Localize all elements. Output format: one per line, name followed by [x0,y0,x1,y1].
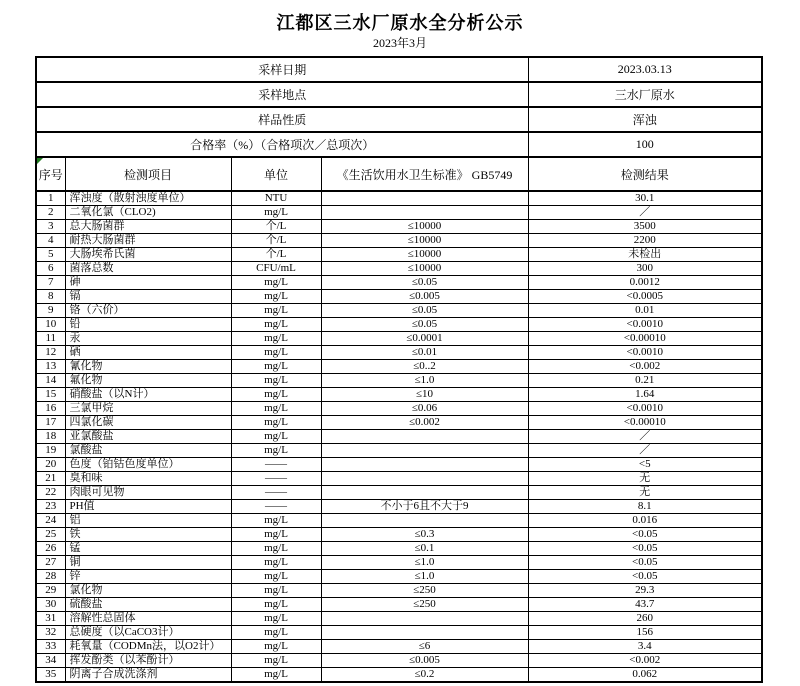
item-name: 铝 [65,514,231,528]
table-row [36,206,762,220]
result-value: ／ [528,430,762,444]
unit: mg/L [231,654,321,668]
unit: 个/L [231,220,321,234]
item-name: 菌落总数 [65,262,231,276]
result-value: 30.1 [528,191,762,206]
table-row [36,570,762,584]
item-name: 四氯化碳 [65,416,231,430]
row-number: 8 [36,290,65,304]
result-value: 1.64 [528,388,762,402]
info-row-sampling-site [36,82,762,107]
table-row [36,191,762,206]
unit: mg/L [231,556,321,570]
result-value: 无 [528,486,762,500]
table-row [36,304,762,318]
row-number: 30 [36,598,65,612]
analysis-table [35,56,763,683]
standard-limit: ≤250 [321,598,528,612]
standard-limit: ≤0.005 [321,290,528,304]
standard-limit: ≤1.0 [321,556,528,570]
result-value: 0.01 [528,304,762,318]
item-name: 氯化物 [65,584,231,598]
result-value: <0.0010 [528,402,762,416]
row-number: 35 [36,668,65,683]
standard-limit: ≤0.2 [321,668,528,683]
item-name: 锰 [65,542,231,556]
standard-limit: ≤10000 [321,248,528,262]
item-name: 肉眼可见物 [65,486,231,500]
unit: mg/L [231,346,321,360]
standard-limit [321,626,528,640]
table-row [36,248,762,262]
standard-limit [321,444,528,458]
standard-limit: ≤0.05 [321,304,528,318]
result-value: 156 [528,626,762,640]
table-row [36,402,762,416]
table-row [36,416,762,430]
item-name: 氰化物 [65,360,231,374]
table-row [36,486,762,500]
unit: NTU [231,191,321,206]
unit: mg/L [231,402,321,416]
table-row [36,318,762,332]
item-name: 砷 [65,276,231,290]
standard-limit: ≤250 [321,584,528,598]
row-number: 3 [36,220,65,234]
info-label: 合格率（%）（合格项次／总项次） [36,132,528,157]
standard-limit: 不小于6且不大于9 [321,500,528,514]
item-name: PH值 [65,500,231,514]
header-standard: 《生活饮用水卫生标准》 GB5749 [321,157,528,191]
table-row [36,444,762,458]
standard-limit [321,486,528,500]
item-name: 臭和味 [65,472,231,486]
result-value: 无 [528,472,762,486]
result-value: <0.00010 [528,416,762,430]
row-number: 29 [36,584,65,598]
row-number: 4 [36,234,65,248]
result-value: <0.00010 [528,332,762,346]
result-value: 3500 [528,220,762,234]
standard-limit: ≤0.01 [321,346,528,360]
info-value: 100 [528,132,762,157]
row-number: 22 [36,486,65,500]
item-name: 大肠埃希氏菌 [65,248,231,262]
row-number: 9 [36,304,65,318]
standard-limit: ≤0.3 [321,528,528,542]
row-number: 21 [36,472,65,486]
info-label: 采样日期 [36,57,528,82]
unit: mg/L [231,374,321,388]
unit: mg/L [231,416,321,430]
item-name: 锌 [65,570,231,584]
standard-limit: ≤0.002 [321,416,528,430]
unit: mg/L [231,640,321,654]
unit: mg/L [231,514,321,528]
row-number: 10 [36,318,65,332]
unit: mg/L [231,612,321,626]
result-value: ／ [528,444,762,458]
table-row [36,276,762,290]
page-subtitle: 2023年3月 [372,36,427,50]
result-value: <0.0010 [528,318,762,332]
standard-limit [321,430,528,444]
unit: mg/L [231,360,321,374]
item-name: 氯酸盐 [65,444,231,458]
info-value: 2023.03.13 [528,57,762,82]
table-row [36,500,762,514]
result-value: <0.05 [528,528,762,542]
unit: —— [231,472,321,486]
page-title: 江都区三水厂原水全分析公示 [276,13,524,33]
row-number: 17 [36,416,65,430]
table-row [36,528,762,542]
unit: mg/L [231,304,321,318]
unit: mg/L [231,598,321,612]
standard-limit: ≤10000 [321,262,528,276]
result-value: 8.1 [528,500,762,514]
unit: 个/L [231,234,321,248]
item-name: 二氧化氯（CLO2) [65,206,231,220]
table-row [36,612,762,626]
row-number: 12 [36,346,65,360]
item-name: 浑浊度（散射浊度单位） [65,191,231,206]
standard-limit: ≤0.05 [321,318,528,332]
results-table-body [36,191,762,682]
row-number: 5 [36,248,65,262]
header-no-label: 序号 [38,167,63,182]
unit: mg/L [231,528,321,542]
result-value: 260 [528,612,762,626]
standard-limit: ≤0.05 [321,276,528,290]
row-number: 15 [36,388,65,402]
result-value: 2200 [528,234,762,248]
excel-error-marker-icon [37,158,43,164]
table-row [36,332,762,346]
result-value: <0.002 [528,360,762,374]
unit: mg/L [231,444,321,458]
unit: mg/L [231,626,321,640]
info-value: 浑浊 [528,107,762,132]
result-value: 43.7 [528,598,762,612]
row-number: 27 [36,556,65,570]
standard-limit: ≤1.0 [321,570,528,584]
result-value: <5 [528,458,762,472]
standard-limit [321,472,528,486]
standard-limit [321,612,528,626]
info-label: 采样地点 [36,82,528,107]
item-name: 挥发酚类（以苯酚计） [65,654,231,668]
result-value: 0.062 [528,668,762,683]
item-name: 三氯甲烷 [65,402,231,416]
standard-limit [321,206,528,220]
standard-limit [321,458,528,472]
unit: mg/L [231,290,321,304]
header-no [36,157,65,191]
header-unit: 单位 [231,157,321,191]
info-label: 样品性质 [36,107,528,132]
info-row-pass-rate [36,132,762,157]
unit: mg/L [231,388,321,402]
table-row [36,542,762,556]
info-row-sampling-date [36,57,762,82]
unit: —— [231,486,321,500]
standard-limit: ≤0.06 [321,402,528,416]
table-row [36,220,762,234]
item-name: 氟化物 [65,374,231,388]
unit: —— [231,458,321,472]
item-name: 铅 [65,318,231,332]
row-number: 7 [36,276,65,290]
item-name: 耐热大肠菌群 [65,234,231,248]
table-row [36,626,762,640]
result-value: <0.05 [528,542,762,556]
info-row-sample-nature [36,107,762,132]
standard-limit: ≤10000 [321,220,528,234]
row-number: 14 [36,374,65,388]
info-value: 三水厂原水 [528,82,762,107]
standard-limit [321,514,528,528]
result-value: 300 [528,262,762,276]
result-value: <0.05 [528,556,762,570]
result-value: 3.4 [528,640,762,654]
result-value: <0.05 [528,570,762,584]
table-row [36,556,762,570]
table-row [36,360,762,374]
result-value: 0.0012 [528,276,762,290]
table-row [36,458,762,472]
row-number: 19 [36,444,65,458]
row-number: 32 [36,626,65,640]
table-row [36,388,762,402]
result-value: <0.0010 [528,346,762,360]
item-name: 亚氯酸盐 [65,430,231,444]
table-row [36,584,762,598]
item-name: 色度（铂钴色度单位） [65,458,231,472]
result-value: 0.016 [528,514,762,528]
item-name: 总大肠菌群 [65,220,231,234]
unit: mg/L [231,276,321,290]
result-value: 0.21 [528,374,762,388]
item-name: 铜 [65,556,231,570]
row-number: 11 [36,332,65,346]
unit: mg/L [231,668,321,683]
info-section [36,57,762,191]
standard-limit: ≤0.1 [321,542,528,556]
row-number: 16 [36,402,65,416]
item-name: 总硬度（以CaCO3计） [65,626,231,640]
row-number: 6 [36,262,65,276]
result-value: <0.0005 [528,290,762,304]
item-name: 阴离子合成洗涤剂 [65,668,231,683]
table-row [36,640,762,654]
standard-limit: ≤0.005 [321,654,528,668]
item-name: 镉 [65,290,231,304]
item-name: 硒 [65,346,231,360]
row-number: 33 [36,640,65,654]
table-row [36,598,762,612]
standard-limit: ≤6 [321,640,528,654]
row-number: 23 [36,500,65,514]
row-number: 24 [36,514,65,528]
table-row [36,668,762,683]
header-item: 检测项目 [65,157,231,191]
column-header-row [36,157,762,191]
table-row [36,654,762,668]
item-name: 汞 [65,332,231,346]
table-row [36,374,762,388]
unit: —— [231,500,321,514]
table-row [36,346,762,360]
item-name: 硝酸盐（以N计） [65,388,231,402]
row-number: 34 [36,654,65,668]
unit: mg/L [231,584,321,598]
standard-limit: ≤0..2 [321,360,528,374]
unit: mg/L [231,570,321,584]
unit: mg/L [231,332,321,346]
row-number: 25 [36,528,65,542]
item-name: 铁 [65,528,231,542]
table-row [36,472,762,486]
header-result: 检测结果 [528,157,762,191]
unit: mg/L [231,542,321,556]
item-name: 溶解性总固体 [65,612,231,626]
unit: mg/L [231,318,321,332]
row-number: 18 [36,430,65,444]
item-name: 硫酸盐 [65,598,231,612]
unit: mg/L [231,206,321,220]
result-value: ／ [528,206,762,220]
standard-limit: ≤0.0001 [321,332,528,346]
row-number: 1 [36,191,65,206]
result-value: <0.002 [528,654,762,668]
unit: mg/L [231,430,321,444]
row-number: 20 [36,458,65,472]
row-number: 26 [36,542,65,556]
item-name: 耗氧量（CODMn法，以O2计） [65,640,231,654]
table-row [36,514,762,528]
unit: CFU/mL [231,262,321,276]
row-number: 31 [36,612,65,626]
standard-limit: ≤10 [321,388,528,402]
result-value: 未检出 [528,248,762,262]
table-row [36,262,762,276]
unit: 个/L [231,248,321,262]
table-row [36,430,762,444]
standard-limit: ≤1.0 [321,374,528,388]
row-number: 2 [36,206,65,220]
standard-limit [321,191,528,206]
item-name: 铬（六价） [65,304,231,318]
row-number: 28 [36,570,65,584]
standard-limit: ≤10000 [321,234,528,248]
row-number: 13 [36,360,65,374]
table-row [36,290,762,304]
table-row [36,234,762,248]
result-value: 29.3 [528,584,762,598]
